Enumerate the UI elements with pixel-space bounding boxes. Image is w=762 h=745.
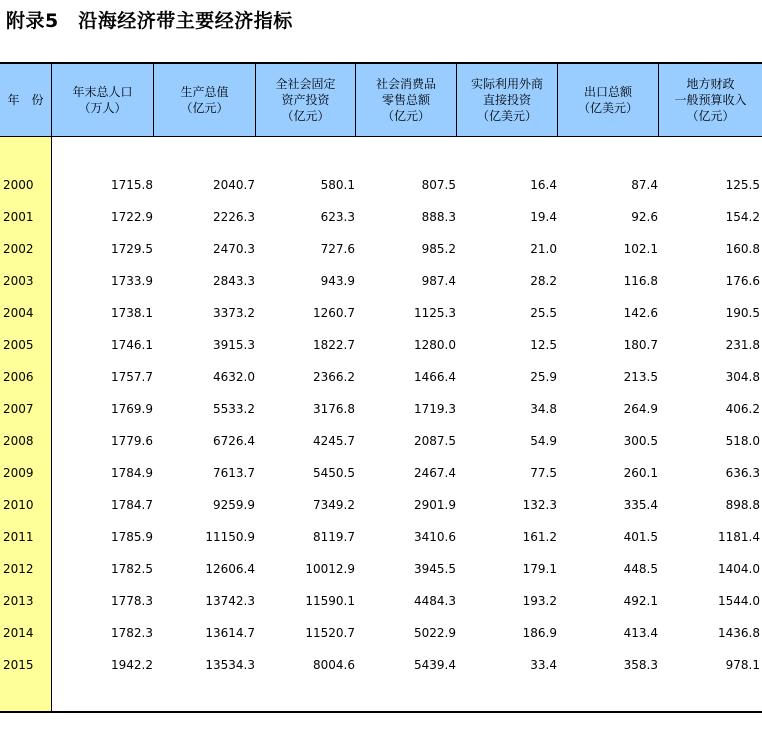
year-cell: 2001 xyxy=(3,210,34,224)
year-cell: 2011 xyxy=(3,530,34,544)
value-cell: 28.2 xyxy=(530,274,557,288)
value-cell: 12606.4 xyxy=(205,562,255,576)
year-cell: 2002 xyxy=(3,242,34,256)
value-cell: 1181.4 xyxy=(718,530,760,544)
value-cell: 125.5 xyxy=(725,178,760,192)
table-row xyxy=(0,361,762,393)
value-cell: 5533.2 xyxy=(213,402,255,416)
value-cell: 1738.1 xyxy=(111,306,153,320)
value-cell: 264.9 xyxy=(623,402,658,416)
value-cell: 1769.9 xyxy=(111,402,153,416)
value-cell: 1544.0 xyxy=(718,594,760,608)
value-cell: 102.1 xyxy=(623,242,658,256)
header-fiscal-revenue: 地方财政 一般预算收入 （亿元） xyxy=(674,77,747,123)
value-cell: 34.8 xyxy=(530,402,557,416)
table-row xyxy=(0,521,762,553)
value-cell: 7349.2 xyxy=(313,498,355,512)
value-cell: 11520.7 xyxy=(305,626,355,640)
value-cell: 623.3 xyxy=(320,210,355,224)
header-fdi: 实际利用外商 直接投资 （亿美元） xyxy=(470,77,543,123)
year-cell: 2007 xyxy=(3,402,34,416)
value-cell: 1715.8 xyxy=(111,178,153,192)
value-cell: 13614.7 xyxy=(205,626,255,640)
value-cell: 1785.9 xyxy=(111,530,153,544)
value-cell: 1729.5 xyxy=(111,242,153,256)
header-bottom-rule xyxy=(0,136,762,137)
value-cell: 2901.9 xyxy=(414,498,456,512)
year-cell: 2015 xyxy=(3,658,34,672)
table-row xyxy=(0,329,762,361)
value-cell: 7613.7 xyxy=(213,466,255,480)
value-cell: 1280.0 xyxy=(414,338,456,352)
value-cell: 4632.0 xyxy=(213,370,255,384)
value-cell: 21.0 xyxy=(530,242,557,256)
value-cell: 1784.7 xyxy=(111,498,153,512)
value-cell: 1722.9 xyxy=(111,210,153,224)
value-cell: 33.4 xyxy=(530,658,557,672)
value-cell: 9259.9 xyxy=(213,498,255,512)
value-cell: 492.1 xyxy=(623,594,658,608)
value-cell: 8119.7 xyxy=(313,530,355,544)
value-cell: 448.5 xyxy=(623,562,658,576)
table-bottom-rule xyxy=(0,711,762,713)
value-cell: 636.3 xyxy=(725,466,760,480)
year-cell: 2013 xyxy=(3,594,34,608)
header-retail-sales: 社会消费品 零售总额 （亿元） xyxy=(375,77,436,123)
value-cell: 1719.3 xyxy=(414,402,456,416)
value-cell: 6726.4 xyxy=(213,434,255,448)
value-cell: 978.1 xyxy=(725,658,760,672)
value-cell: 304.8 xyxy=(725,370,760,384)
value-cell: 19.4 xyxy=(530,210,557,224)
value-cell: 2366.2 xyxy=(313,370,355,384)
value-cell: 987.4 xyxy=(421,274,456,288)
year-cell: 2010 xyxy=(3,498,34,512)
value-cell: 176.6 xyxy=(725,274,760,288)
table-row xyxy=(0,393,762,425)
value-cell: 154.2 xyxy=(725,210,760,224)
value-cell: 10012.9 xyxy=(305,562,355,576)
value-cell: 77.5 xyxy=(530,466,557,480)
value-cell: 2087.5 xyxy=(414,434,456,448)
value-cell: 231.8 xyxy=(725,338,760,352)
value-cell: 190.5 xyxy=(725,306,760,320)
year-cell: 2005 xyxy=(3,338,34,352)
value-cell: 1942.2 xyxy=(111,658,153,672)
table-row xyxy=(0,233,762,265)
table-row xyxy=(0,297,762,329)
value-cell: 132.3 xyxy=(522,498,557,512)
header-gdp: 生产总值 （亿元） xyxy=(180,85,229,115)
value-cell: 3176.8 xyxy=(313,402,355,416)
value-cell: 580.1 xyxy=(320,178,355,192)
year-cell: 2009 xyxy=(3,466,34,480)
value-cell: 943.9 xyxy=(320,274,355,288)
value-cell: 1404.0 xyxy=(718,562,760,576)
value-cell: 3915.3 xyxy=(213,338,255,352)
table-row xyxy=(0,553,762,585)
table-header xyxy=(0,64,762,136)
value-cell: 179.1 xyxy=(522,562,557,576)
value-cell: 160.8 xyxy=(725,242,760,256)
year-cell: 2014 xyxy=(3,626,34,640)
value-cell: 1782.5 xyxy=(111,562,153,576)
value-cell: 8004.6 xyxy=(313,658,355,672)
value-cell: 5439.4 xyxy=(414,658,456,672)
value-cell: 1466.4 xyxy=(414,370,456,384)
table-row xyxy=(0,457,762,489)
year-cell: 2003 xyxy=(3,274,34,288)
value-cell: 358.3 xyxy=(623,658,658,672)
value-cell: 898.8 xyxy=(725,498,760,512)
value-cell: 186.9 xyxy=(522,626,557,640)
value-cell: 1746.1 xyxy=(111,338,153,352)
year-cell: 2006 xyxy=(3,370,34,384)
value-cell: 1733.9 xyxy=(111,274,153,288)
value-cell: 161.2 xyxy=(522,530,557,544)
table-row xyxy=(0,169,762,201)
value-cell: 25.5 xyxy=(530,306,557,320)
value-cell: 985.2 xyxy=(421,242,456,256)
table-row xyxy=(0,265,762,297)
table-row xyxy=(0,649,762,681)
table-row xyxy=(0,617,762,649)
table-row xyxy=(0,585,762,617)
value-cell: 807.5 xyxy=(421,178,456,192)
value-cell: 2040.7 xyxy=(213,178,255,192)
value-cell: 92.6 xyxy=(631,210,658,224)
value-cell: 4245.7 xyxy=(313,434,355,448)
header-exports: 出口总额 （亿美元） xyxy=(577,85,638,115)
value-cell: 518.0 xyxy=(725,434,760,448)
value-cell: 401.5 xyxy=(623,530,658,544)
value-cell: 2843.3 xyxy=(213,274,255,288)
value-cell: 1779.6 xyxy=(111,434,153,448)
value-cell: 11590.1 xyxy=(305,594,355,608)
value-cell: 1260.7 xyxy=(313,306,355,320)
value-cell: 413.4 xyxy=(623,626,658,640)
value-cell: 1125.3 xyxy=(414,306,456,320)
value-cell: 142.6 xyxy=(623,306,658,320)
value-cell: 54.9 xyxy=(530,434,557,448)
value-cell: 5022.9 xyxy=(414,626,456,640)
value-cell: 260.1 xyxy=(623,466,658,480)
value-cell: 1436.8 xyxy=(718,626,760,640)
value-cell: 3410.6 xyxy=(414,530,456,544)
year-cell: 2004 xyxy=(3,306,34,320)
value-cell: 300.5 xyxy=(623,434,658,448)
value-cell: 12.5 xyxy=(530,338,557,352)
year-cell: 2000 xyxy=(3,178,34,192)
value-cell: 4484.3 xyxy=(414,594,456,608)
value-cell: 25.9 xyxy=(530,370,557,384)
year-cell: 2008 xyxy=(3,434,34,448)
value-cell: 406.2 xyxy=(725,402,760,416)
value-cell: 2226.3 xyxy=(213,210,255,224)
page-title: 附录5 沿海经济带主要经济指标 xyxy=(6,10,293,32)
value-cell: 1784.9 xyxy=(111,466,153,480)
year-cell: 2012 xyxy=(3,562,34,576)
value-cell: 1822.7 xyxy=(313,338,355,352)
value-cell: 335.4 xyxy=(623,498,658,512)
value-cell: 116.8 xyxy=(623,274,658,288)
value-cell: 13534.3 xyxy=(205,658,255,672)
header-population: 年末总人口 （万人） xyxy=(72,85,133,115)
value-cell: 5450.5 xyxy=(313,466,355,480)
value-cell: 1778.3 xyxy=(111,594,153,608)
value-cell: 11150.9 xyxy=(205,530,255,544)
value-cell: 2467.4 xyxy=(414,466,456,480)
value-cell: 727.6 xyxy=(320,242,355,256)
table-row xyxy=(0,425,762,457)
value-cell: 1757.7 xyxy=(111,370,153,384)
value-cell: 213.5 xyxy=(623,370,658,384)
value-cell: 193.2 xyxy=(522,594,557,608)
table-row xyxy=(0,489,762,521)
value-cell: 16.4 xyxy=(530,178,557,192)
value-cell: 1782.3 xyxy=(111,626,153,640)
value-cell: 888.3 xyxy=(421,210,456,224)
value-cell: 3945.5 xyxy=(414,562,456,576)
header-year: 年 份 xyxy=(7,93,44,107)
value-cell: 180.7 xyxy=(623,338,658,352)
header-fixed-investment: 全社会固定 资产投资 （亿元） xyxy=(275,77,336,123)
value-cell: 2470.3 xyxy=(213,242,255,256)
value-cell: 13742.3 xyxy=(205,594,255,608)
value-cell: 87.4 xyxy=(631,178,658,192)
table-row xyxy=(0,201,762,233)
value-cell: 3373.2 xyxy=(213,306,255,320)
